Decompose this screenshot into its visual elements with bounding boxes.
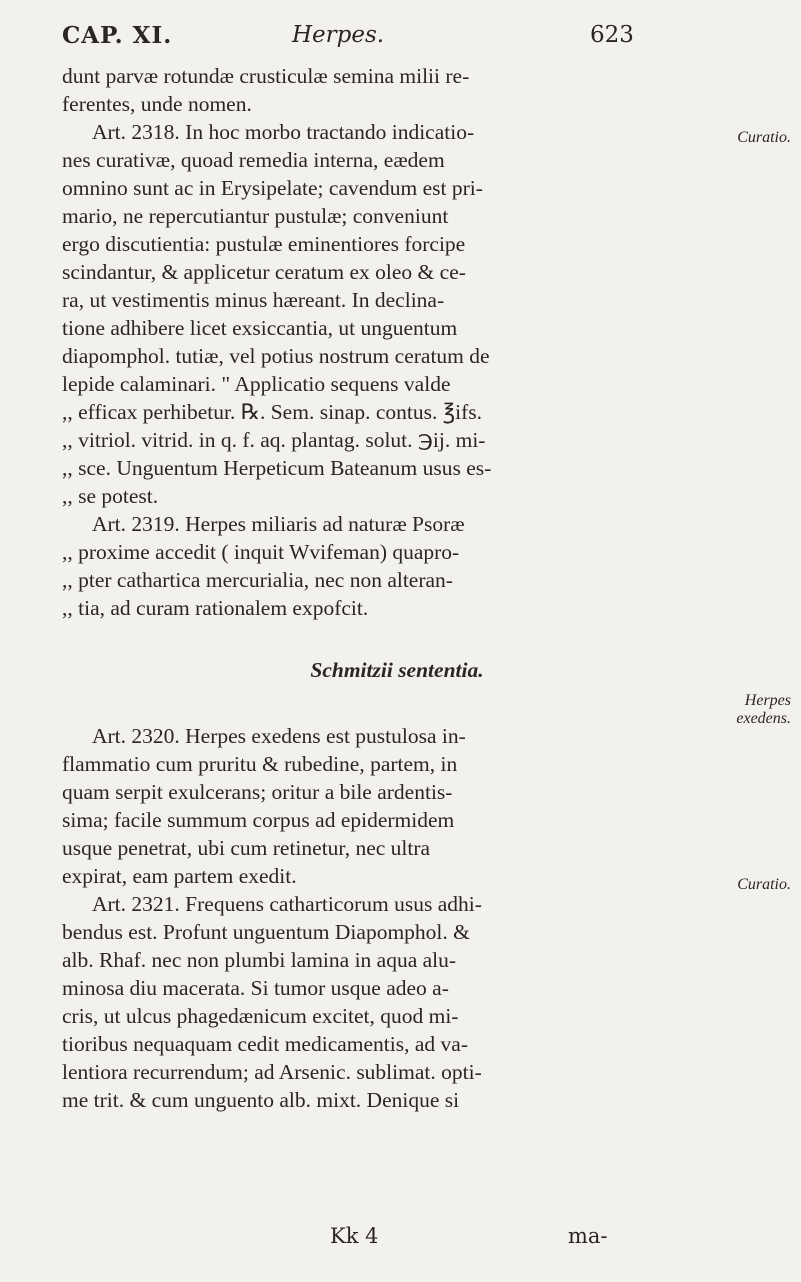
text-line: ,, tia, ad curam rationalem expofcit.: [62, 596, 369, 620]
catchword: ma-: [568, 1224, 608, 1248]
text-line: lentiora recurrendum; ad Arsenic. sublimat. opti-: [62, 1060, 482, 1084]
text-line: me trit. & cum unguento alb. mixt. Denique si: [62, 1088, 460, 1112]
text-line: ,, vitriol. vitrid. in q. f. aq. plantag. solut. ℈ij. mi-: [62, 428, 486, 452]
article-2321-start: Art. 2321. Frequens catharticorum usus adhi-: [92, 892, 482, 916]
text-line: dunt parvæ rotundæ crusticulæ semina milii re-: [62, 64, 470, 88]
text-line: cris, ut ulcus phagedænicum excitet, quod mi-: [62, 1004, 459, 1028]
text-line: diapomphol. tutiæ, vel potius nostrum ceratum de: [62, 344, 490, 368]
text-line: nes curativæ, quoad remedia interna, eædem: [62, 148, 445, 172]
text-line: ra, ut vestimentis minus hæreant. In declina-: [62, 288, 445, 312]
text-line: tioribus nequaquam cedit medicamentis, ad va-: [62, 1032, 468, 1056]
text-line: bendus est. Profunt unguentum Diapomphol. &: [62, 920, 470, 944]
article-2318-start: Art. 2318. In hoc morbo tractando indicatio-: [92, 120, 475, 144]
margin-note-curatio: Curatio.: [737, 129, 791, 146]
text-line: tione adhibere licet exsiccantia, ut unguentum: [62, 316, 458, 340]
text-line: flammatio cum pruritu & rubedine, partem, in: [62, 752, 458, 776]
margin-note-exedens: exedens.: [736, 710, 791, 727]
text-line: expirat, eam partem exedit.: [62, 864, 297, 888]
text-line: lepide calaminari. " Applicatio sequens valde: [62, 372, 451, 396]
running-title: Herpes.: [292, 22, 385, 48]
signature-mark: Kk 4: [330, 1224, 379, 1248]
section-heading: Schmitzii sententia.: [310, 658, 484, 682]
text-line: ,, efficax perhibetur. ℞. Sem. sinap. contus. ℥ifs.: [62, 400, 483, 424]
article-2320-start: Art. 2320. Herpes exedens est pustulosa in-: [92, 724, 466, 748]
text-line: usque penetrat, ubi cum retinetur, nec ultra: [62, 836, 431, 860]
text-line: minosa diu macerata. Si tumor usque adeo a-: [62, 976, 449, 1000]
text-line: quam serpit exulcerans; oritur a bile ardentis-: [62, 780, 453, 804]
page-number: 623: [590, 22, 634, 48]
text-line: ,, se potest.: [62, 484, 159, 508]
text-line: alb. Rhaf. nec non plumbi lamina in aqua alu-: [62, 948, 457, 972]
text-line: ferentes, unde nomen.: [62, 92, 252, 116]
text-line: omnino sunt ac in Erysipelate; cavendum est pri-: [62, 176, 483, 200]
text-line: mario, ne repercutiantur pustulæ; conveniunt: [62, 204, 449, 228]
text-line: ergo discutientia: pustulæ eminentiores forcipe: [62, 232, 466, 256]
margin-note-curatio-2: Curatio.: [737, 876, 791, 893]
text-line: ,, proxime accedit ( inquit Wvifeman) quapro-: [62, 540, 460, 564]
text-line: ,, sce. Unguentum Herpeticum Bateanum usus es-: [62, 456, 492, 480]
text-line: ,, pter cathartica mercurialia, nec non alteran-: [62, 568, 453, 592]
text-line: sima; facile summum corpus ad epidermidem: [62, 808, 455, 832]
main-text: [62, 62, 732, 1114]
chapter-number: CAP. XI.: [62, 22, 173, 49]
text-line: scindantur, & applicetur ceratum ex oleo & ce-: [62, 260, 466, 284]
article-2319-start: Art. 2319. Herpes miliaris ad naturæ Psoræ: [92, 512, 465, 536]
running-header: [62, 22, 702, 62]
margin-note-herpes: Herpes: [744, 692, 791, 709]
